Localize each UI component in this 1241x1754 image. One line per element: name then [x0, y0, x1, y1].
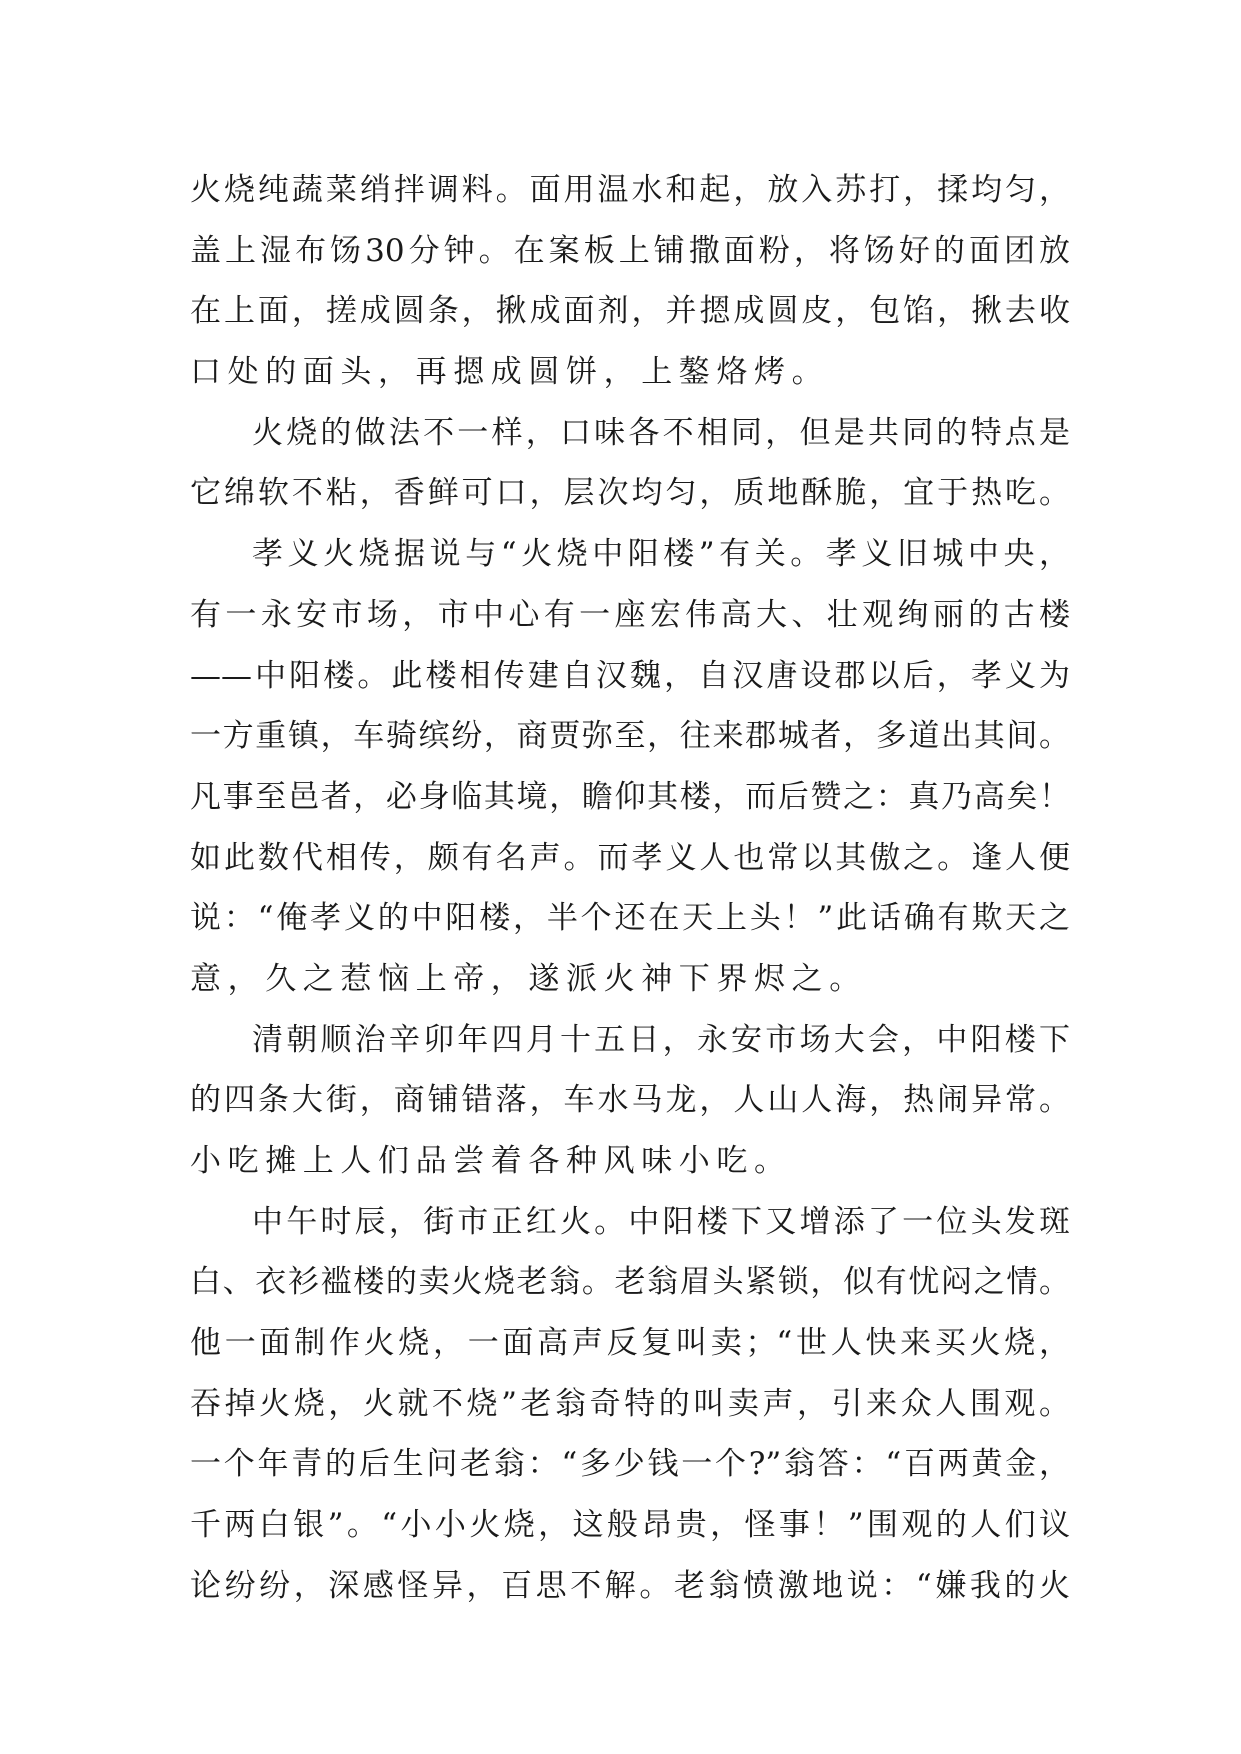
text-line: 小吃摊上人们品尝着各种风味小吃。 — [190, 1143, 792, 1179]
text-line: 凡事至邑者，必身临其境，瞻仰其楼，而后赞之：真乃高矣！ — [190, 778, 1070, 815]
text-line: 的四条大街，商铺错落，车水马龙，人山人海，热闹异常。 — [190, 1082, 1070, 1119]
text-line: 一方重镇，车骑缤纷，商贾弥至，往来郡城者，多道出其间。 — [190, 718, 1070, 755]
text-line: 火烧纯蔬菜绡拌调料。面用温水和起，放入苏打，揉均匀， — [190, 172, 1070, 208]
paragraph-first-line: 清朝顺治辛卯年四月十五日，永安市场大会，中阳楼下 — [252, 1021, 1070, 1058]
text-line: 在上面，搓成圆条，揪成面剂，并摁成圆皮，包馅，揪去收 — [190, 293, 1070, 330]
text-line: 论纷纷，深感怪异，百思不解。老翁愤激地说：“嫌我的火 — [190, 1567, 1070, 1604]
text-line: 一个年青的后生问老翁：“多少钱一个?”翁答：“百两黄金， — [190, 1446, 1070, 1483]
text-line: 他一面制作火烧，一面高声反复叫卖；“世人快来买火烧， — [190, 1325, 1070, 1362]
text-line: 口处的面头，再摁成圆饼，上鏊烙烤。 — [190, 354, 830, 391]
text-line: 吞掉火烧，火就不烧”老翁奇特的叫卖声，引来众人围观。 — [190, 1385, 1070, 1422]
text-line: 盖上湿布饧30分钟。在案板上铺撒面粉，将饧好的面团放 — [190, 232, 1070, 269]
text-line: 如此数代相传，颇有名声。而孝义人也常以其傲之。逢人便 — [190, 839, 1070, 876]
paragraph-first-line: 火烧的做法不一样，口味各不相同，但是共同的特点是 — [252, 414, 1070, 451]
document-body — [190, 160, 1070, 1617]
text-line: 说：“俺孝义的中阳楼，半个还在天上头！”此话确有欺天之 — [190, 900, 1070, 937]
text-line: 白、衣衫褴楼的卖火烧老翁。老翁眉头紧锁，似有忧闷之情。 — [190, 1264, 1070, 1301]
text-line: 有一永安市场，市中心有一座宏伟高大、壮观绚丽的古楼 — [190, 596, 1070, 633]
paragraph-first-line: 中午时辰，街市正红火。中阳楼下又增添了一位头发斑 — [252, 1203, 1070, 1240]
text-line: 它绵软不粘，香鲜可口，层次均匀，质地酥脆，宜于热吃。 — [190, 475, 1070, 512]
text-line: ——中阳楼。此楼相传建自汉魏，自汉唐设郡以后，孝义为 — [190, 657, 1070, 694]
text-line: 千两白银”。“小小火烧，这般昂贵，怪事！”围观的人们议 — [190, 1507, 1070, 1544]
paragraph-first-line: 孝义火烧据说与“火烧中阳楼”有关。孝义旧城中央， — [252, 536, 1070, 573]
text-line: 意，久之惹恼上帝，遂派火神下界烬之。 — [190, 960, 867, 997]
